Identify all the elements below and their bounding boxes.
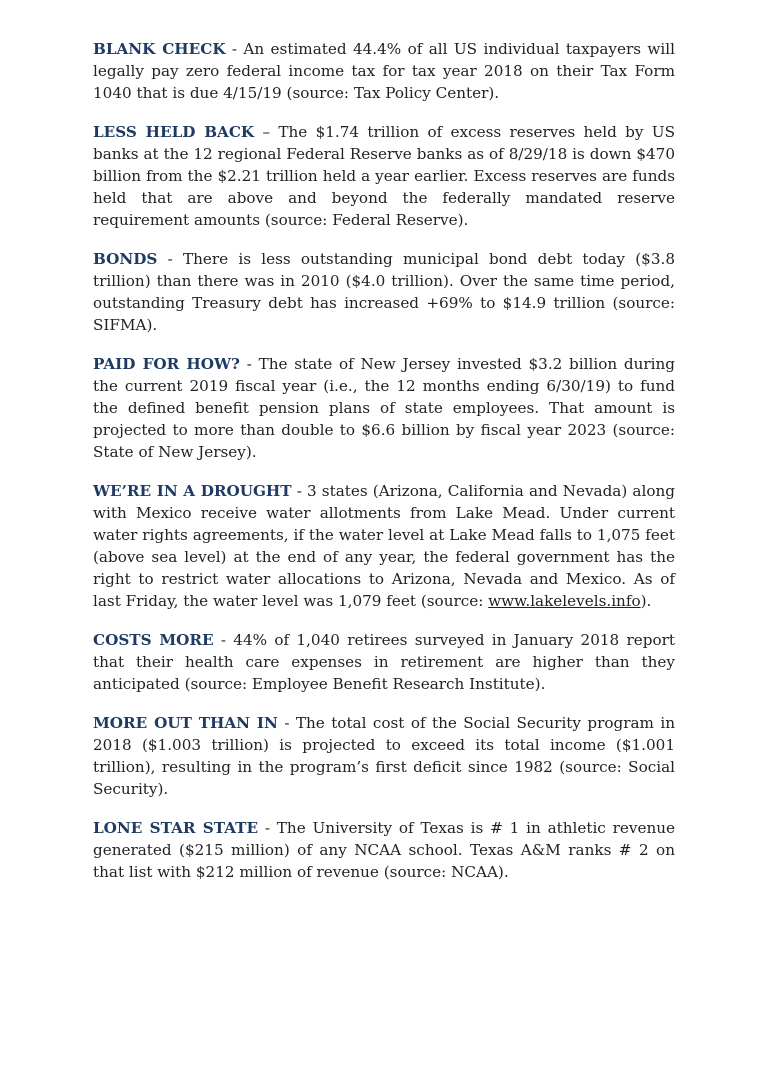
entry-paid-for-how [93,353,675,463]
entry-heading: COSTS MORE [93,631,214,649]
entry-body: - There is less outstanding municipal bond debt today ($3.8 trillion) than there was in 2010 ($4.0 trillion). Over the same time period, outstanding Treasury debt has increased +69% to $14.9 trillion (source: SIFMA). [93,250,675,334]
entry-body: - 3 states (Arizona, California and Nevada) along with Mexico receive water allotments from Lake Mead. Under current water rights agreements, if the water level at Lake Mead falls to 1,075 feet (above sea level) at the end of any year, the federal government has the right to restrict water allocations to Arizona, Nevada and Mexico. As of last Friday, the water level was 1,079 feet (source: [93,482,675,610]
entry-more-out-than-in [93,712,675,800]
entry-bonds [93,248,675,336]
entry-heading: PAID FOR HOW? [93,355,240,373]
document-page [93,38,675,900]
entry-heading: WE’RE IN A DROUGHT [93,482,292,500]
entry-drought [93,480,675,612]
entry-heading: LONE STAR STATE [93,819,259,837]
entry-lone-star-state [93,817,675,883]
entry-body-tail: ). [640,592,652,610]
lakelevels-link[interactable]: www.lakelevels.info [488,592,641,610]
entry-body: - The total cost of the Social Security program in 2018 ($1.003 trillion) is projected to exceed its total income ($1.001 trillion), resulting in the program’s first deficit since 1982 (source: Social Security). [93,714,676,798]
entry-less-held-back [93,121,675,231]
entry-heading: BONDS [93,250,158,268]
entry-body: - An estimated 44.4% of all US individual taxpayers will legally pay zero federal income tax for tax year 2018 on their Tax Form 1040 that is due 4/15/19 (source: Tax Policy Center). [93,40,675,102]
entry-blank-check [93,38,675,104]
entry-heading: MORE OUT THAN IN [93,714,278,732]
entry-body: – The $1.74 trillion of excess reserves held by US banks at the 12 regional Federal Reserve banks as of 8/29/18 is down $470 billion from the $2.21 trillion held a year earlier. Excess reserves are funds held that are above and beyond the federally mandated reserve requirement amounts (source: Federal Reserve). [93,123,675,229]
entry-body: - The University of Texas is # 1 in athletic revenue generated ($215 million) of any NCAA school. Texas A&M ranks # 2 on that list with $212 million of revenue (source: NCAA). [93,819,675,881]
entry-costs-more [93,629,675,695]
entry-heading: LESS HELD BACK [93,123,255,141]
entry-body: - 44% of 1,040 retirees surveyed in January 2018 report that their health care expenses in retirement are higher than they anticipated (source: Employee Benefit Research Institute). [93,631,675,693]
entry-body: - The state of New Jersey invested $3.2 billion during the current 2019 fiscal year (i.e., the 12 months ending 6/30/19) to fund the defined benefit pension plans of state employees. That amount is projected to more than double to $6.6 billion by fiscal year 2023 (source: State of New Jersey). [93,355,676,461]
entry-heading: BLANK CHECK [93,40,226,58]
